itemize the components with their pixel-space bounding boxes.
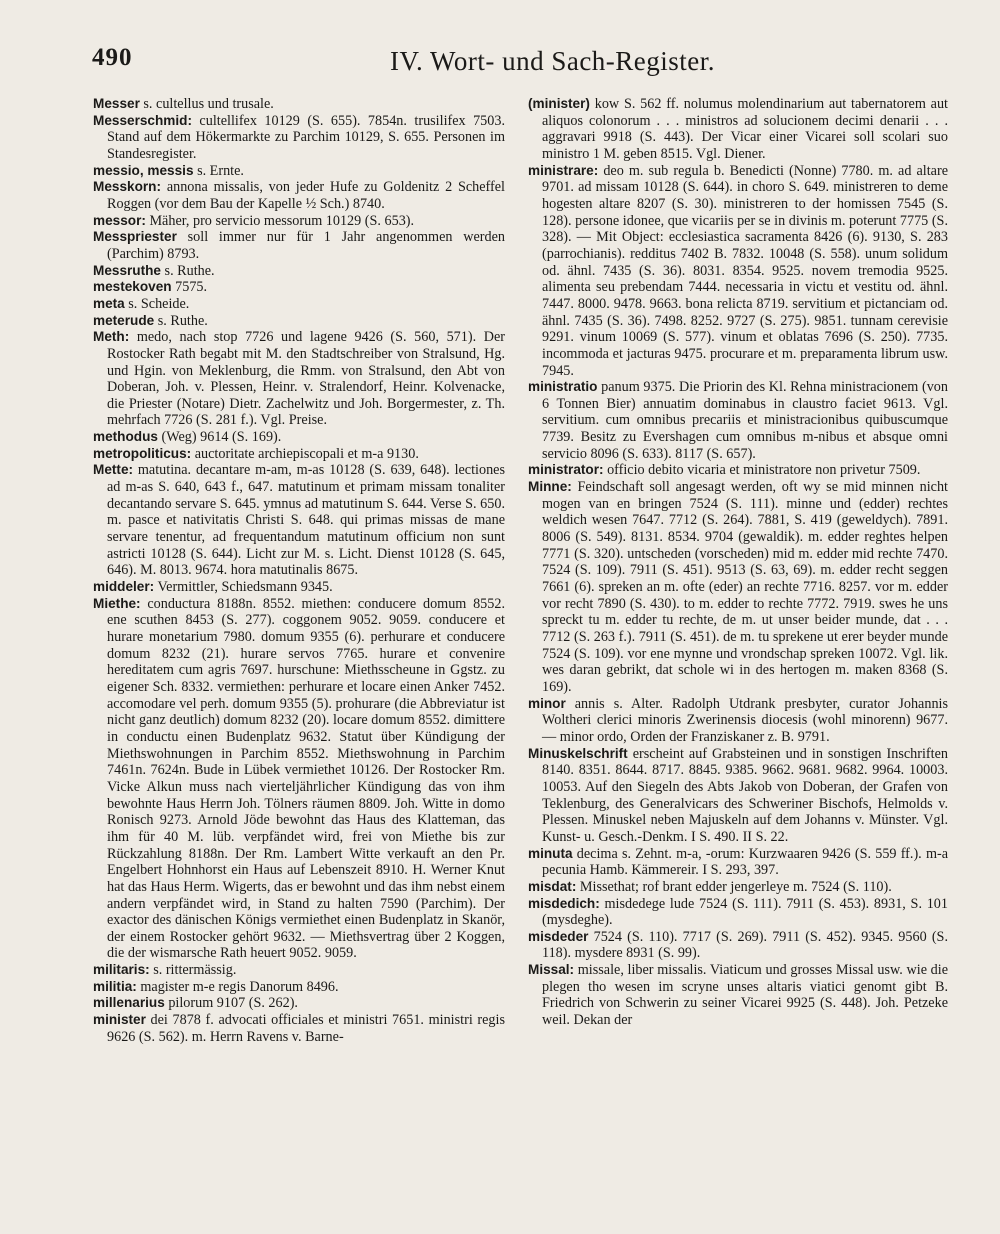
index-entry xyxy=(93,462,505,579)
index-entry xyxy=(93,329,505,429)
entry-text: Feindschaft soll angesagt werden, oft wy se mid minnen nicht mogen van en bringen 7524 (S. 111). minne und (edder) rechtes weldich wesen 7647. 7712 (S. 264). 7881, S. 419 (geweldych). 7891. 8006 (S. 549). 8131. 8534. 9704 (gewaldik). m. edder reghtes helpen 7771 (S. 320). untscheden (vorscheden) mid m. edder mid rechte 7470. 7524 (S. 109). 7911 (S. 451). 9513 (S. 63, 69). m. edder recht seggen 7661 (6). spreken an m. ofte (eder) an rechte 7716. 8257. vor m. edder vor recht 7890 (S. 430). to m. edder to rechte 7772. 7919. swes he uns spreckt tu m. edder tu rechte, de m. ut unser beider munde, dat . . . 7712 (S. 263 f.). 7911 (S. 451). de m. tu sprekene ut erer beyder munde 7524 (S. 109). vor ene mynne und vrondschap spreken 10072. Vgl. lik. wes daran gebrikt, dat schole wi in des hertogen m. maken 8368 (S. 169). xyxy=(542,479,948,695)
entry-headword: Messkorn: xyxy=(93,179,161,195)
entry-text: Missethat; rof brant edder jengerleye m. 7524 (S. 110). xyxy=(576,878,892,895)
entry-text: kow S. 562 ff. nolumus molendinarium aut tabernatorem aut aliquos colonorum . . . ministros ad solucionem decimi denarii . . . aggravari 9918 (S. 443). Der Vicar einer Vicarei soll scolari suo ministro 1 M. geben 8515. Vgl. Diener. xyxy=(542,96,948,162)
entry-text: deo m. sub regula b. Benedicti (Nonne) 7780. m. ad altare 9701. ad missam 10128 (S. 644). in choro S. 649. ministreren to deme hogesten altare 8207 (S. 30). ministreren to der homissen 7545 (S. 128). persone idonee, que vicariis per se in divinis m. poterunt 7775 (S. 328). — Mit Object: ecclesiastica sacramenta 8426 (6). 9130, S. 283 (parrochianis). redditus 7402 B. 7832. 10048 (S. 558). unum solidum od. ähnl. 7435 (S. 36). 8031. 8354. 9525. novem tremodia 9525. alimenta seu prebendam 7444. necessaria in victu et vestitu od. ähnl. 7447. 8000. 9478. 9663. bona relicta 8719. servitium et pictanciam od. ähnl. 7435 (S. 36). 7498. 8252. 9727 (S. 275). 9851. tunnam cerevisie 9291. vinum 10069 (S. 577). vinum et oblatas 7696 (S. 250). 7735. incommoda et jacturas 9475. procurare et m. preparamenta librum usw. 7945. xyxy=(542,162,948,379)
entry-headword: metropoliticus: xyxy=(93,445,192,461)
entry-text: erscheint auf Grabsteinen und in sonstigen Inschriften 8140. 8351. 8644. 8717. 8845. 9385. 9662. 9681. 9682. 9964. 10003. 10053. Auf den Siegeln des Abts Jakob von Doberan, der Grafen von Teklenburg, des Generalvicars des Schweriner Bischofs, Helmolds v. Plessen. Minuskel neben Majuskeln auf dem Johanns v. Münster. Vgl. Kunst- u. Gesch.-Denkm. I S. 490. II S. 22. xyxy=(542,745,948,845)
entry-text: annis s. Alter. Radolph Utdrank presbyter, curator Johannis Woltheri clerici minoris Zwerinensis diocesis (wohl minorenn) 9677. — minor ordo, Orden der Franziskaner z. B. 9791. xyxy=(542,695,948,745)
entry-headword: Mette: xyxy=(93,462,134,478)
running-head-title: IV. Wort- und Sach-Register. xyxy=(390,46,716,76)
entry-headword: mestekoven xyxy=(93,279,172,295)
entry-headword: misdat: xyxy=(528,878,577,894)
index-entry xyxy=(528,962,948,1029)
entry-headword: militaris: xyxy=(93,962,150,978)
index-entry xyxy=(528,846,948,879)
index-entry xyxy=(93,446,505,463)
entry-text: panum 9375. Die Priorin des Kl. Rehna ministracionem (von 6 Tonnen Bier) annuatim dominabus in claustro faciet 9613. Vgl. servitium. cum omnibus precariis et ministracionibus quibuscumque 7739. Besitz zu Evershagen cum omnibus m-nibus et absque omni servicio 8096 (S. 633). 8117 (S. 657). xyxy=(542,379,948,462)
index-entry xyxy=(528,96,948,163)
page-number: 490 xyxy=(92,44,133,71)
entry-headword: Minne: xyxy=(528,479,572,495)
index-entry xyxy=(93,96,505,113)
index-entry xyxy=(93,429,505,446)
entry-headword: middeler: xyxy=(93,579,155,595)
entry-text: decima s. Zehnt. m-a, -orum: Kurzwaaren 9426 (S. 559 ff.). m-a pecunia Hamb. Kämmereir. I S. 293, 397. xyxy=(542,845,948,879)
entry-headword: meta xyxy=(93,295,125,311)
index-entry xyxy=(93,263,505,280)
entry-headword: ministrare: xyxy=(528,162,599,178)
entry-text: 7575. xyxy=(171,279,208,296)
entry-text: s. Ruthe. xyxy=(161,262,215,279)
entry-text: 7524 (S. 110). 7717 (S. 269). 7911 (S. 452). 9345. 9560 (S. 118). mysdere 8931 (S. 99). xyxy=(542,928,948,962)
index-entry xyxy=(528,163,948,380)
entry-text: cultellifex 10129 (S. 655). 7854n. trusilifex 7503. Stand auf dem Hökermarkte zu Parchim 10129, S. 655. Personen im Standesregister. xyxy=(107,112,505,162)
index-entry xyxy=(93,313,505,330)
index-entry xyxy=(93,163,505,180)
entry-text: officio debito vicaria et ministratore non privetur 7509. xyxy=(603,462,921,479)
entry-text: dei 7878 f. advocati officiales et ministri 7651. ministri regis 9626 (S. 562). m. Herrn Ravens v. Barne- xyxy=(107,1012,505,1045)
index-entry xyxy=(93,229,505,262)
entry-text: s. rittermässig. xyxy=(149,962,237,979)
entry-headword: messio, messis xyxy=(93,162,194,178)
entry-text: s. Ernte. xyxy=(193,162,244,179)
index-entry xyxy=(93,579,505,596)
entry-headword: ministratio xyxy=(528,379,598,395)
index-entry xyxy=(93,179,505,212)
entry-headword: Meth: xyxy=(93,329,130,345)
entry-headword: minuta xyxy=(528,845,573,861)
entry-text: (Weg) 9614 (S. 169). xyxy=(157,429,282,446)
entry-text: s. Scheide. xyxy=(124,295,190,312)
index-entry xyxy=(93,995,505,1012)
entry-text: Vermittler, Schiedsmann 9345. xyxy=(154,579,333,596)
index-entry xyxy=(528,929,948,962)
right-column xyxy=(528,96,948,1029)
entry-text: auctoritate archiepiscopali et m-a 9130. xyxy=(191,445,419,462)
entry-headword: methodus xyxy=(93,429,158,445)
index-entry xyxy=(93,213,505,230)
entry-headword: Messer xyxy=(93,96,140,111)
index-entry xyxy=(528,379,948,462)
entry-text: magister m-e regis Danorum 8496. xyxy=(136,978,339,995)
index-entry xyxy=(528,479,948,696)
entry-headword: minor xyxy=(528,695,566,711)
entry-headword: messor: xyxy=(93,212,146,228)
entry-headword: misdedich: xyxy=(528,895,600,911)
index-entry xyxy=(528,879,948,896)
entry-text: Mäher, pro servicio messorum 10129 (S. 653). xyxy=(145,212,415,229)
entry-headword: Missal: xyxy=(528,962,575,978)
entry-headword: minister xyxy=(93,1012,146,1028)
entry-headword: meterude xyxy=(93,312,155,328)
entry-text: annona missalis, von jeder Hufe zu Goldenitz 2 Scheffel Roggen (vor dem Bau der Kapelle ½ Sch.) 8740. xyxy=(107,179,505,212)
index-entry xyxy=(93,1012,505,1045)
entry-text: matutina. decantare m-am, m-as 10128 (S. 639, 648). lectiones ad m-as S. 640, 643 f., 647. matutinum et primam missam tonaliter decantando servare S. 645. ymnus ad matutinum S. 644. Verse S. 650. m. pasce et nativitatis Christi S. 648. qui primas missas de mane servare tenentur, ad frequentandum matutinum officium non sunt astricti 10128 (S. 644). Licht zur M. s. Licht. Dienst 10128 (S. 645, 646). M. 8013. 9674. hora matutinalis 8675. xyxy=(107,462,505,579)
entry-headword: Messpriester xyxy=(93,229,177,245)
entry-text: pilorum 9107 (S. 262). xyxy=(164,995,298,1012)
entry-headword: (minister) xyxy=(528,96,590,111)
index-entry xyxy=(93,279,505,296)
entry-text: soll immer nur für 1 Jahr angenommen werden (Parchim) 8793. xyxy=(107,229,505,262)
entry-text: conductura 8188n. 8552. miethen: conducere domum 8552. ene scuthen 8453 (S. 277). coggonem 9052. 9059. conducere et hurare monetarium 7980. domum 9355 (6). perhurare et conducere domum 8232 (21). hurare servos 7765. hurare et convenire hereditatem cum agris 7697. hurschune: Miethsscheune in Ggstz. zu eigener Sch. 8332. vermiethen: perhurare et locare einen Anker 7452. accomodare vel perh. domum 9355 (5). prohurare (die Abbreviatur ist nicht ganz deutlich) domum 8232 (20). locare domum 8552. dimittere in conductu einen Budenplatz 9632. Statut über Kündigung der Miethswohnungen in Parchim 8552. Miethswohnung in Parchim 7461n. 7624n. Bude in Lübek vermiethet 10126. Der Rostocker Rm. Vicke Alkun muss nach vierteljährlicher Kündigung das von ihm bewohnte Haus Herrn Joh. Tölners räumen 8809. Joh. Witte in domo Ronisch 9273. Arnold Jöde bewohnt das Haus des Klatteman, das ihm für 40 M. lüb. verpfändet wird, frei von Miethe bis zur Rückzahlung 8188n. Der Rm. Lambert Witte verkauft an den Pr. Engelbert Hohnhorst ein Haus auf Lebenszeit 8910. H. Werner Knut hat das Haus Herm. Wigerts, das er bewohnt und das ihm nebst einem andern verpfändet wird, in Stand zu halten 7590 (Parchim). Der exactor des dänischen Königs vermiethet einen Budenplatz in Skanör, der einem Rostocker gehört 9632. — Miethsvertrag über 2 Koggen, die der wismarsche Rath heuert 9052. 9059. xyxy=(107,595,505,962)
index-entry xyxy=(93,962,505,979)
index-entry xyxy=(528,896,948,929)
index-entry xyxy=(528,462,948,479)
entry-text: missale, liber missalis. Viaticum und grosses Missal usw. wie die plegen tho wesen im scryne unses altaris viatici genomt gibt B. Friedrich von Schwerin zu seiner Vicarei 9925 (S. 448). Joh. Petzeke weil. Dekan der xyxy=(542,962,948,1029)
index-entry xyxy=(93,979,505,996)
entry-headword: misdeder xyxy=(528,928,589,944)
entry-text: s. Ruthe. xyxy=(154,312,208,329)
entry-headword: Minuskelschrift xyxy=(528,745,628,761)
entry-headword: militia: xyxy=(93,978,137,994)
entry-text: misdedege lude 7524 (S. 111). 7911 (S. 453). 8931, S. 101 (mysdeghe). xyxy=(542,895,948,929)
entry-headword: ministrator: xyxy=(528,462,604,478)
entry-headword: millenarius xyxy=(93,995,165,1011)
entry-headword: Messruthe xyxy=(93,262,161,278)
entry-text: medo, nach stop 7726 und lagene 9426 (S. 560, 571). Der Rostocker Rath begabt mit M. den Stadtschreiber von Stralsund, Hg. und Hgin. von Meklenburg, die Rmm. von Stralsund, den Abt von Doberan, Joh. v. Plessen, Heinr. v. Stralendorf, Heinr. Kolvenacke, die Priester (Notare) Dietr. Zachelwitz und Joh. Borgermester, z. Th. mehrfach 7726 (S. 281 f.). Vgl. Preise. xyxy=(107,329,505,429)
entry-text: s. cultellus und trusale. xyxy=(139,96,274,112)
index-entry xyxy=(93,113,505,163)
entry-headword: Messerschmid: xyxy=(93,112,192,128)
index-entry xyxy=(93,596,505,962)
index-entry xyxy=(528,696,948,746)
index-entry xyxy=(528,746,948,846)
left-column xyxy=(93,96,505,1045)
entry-headword: Miethe: xyxy=(93,595,141,611)
index-entry xyxy=(93,296,505,313)
